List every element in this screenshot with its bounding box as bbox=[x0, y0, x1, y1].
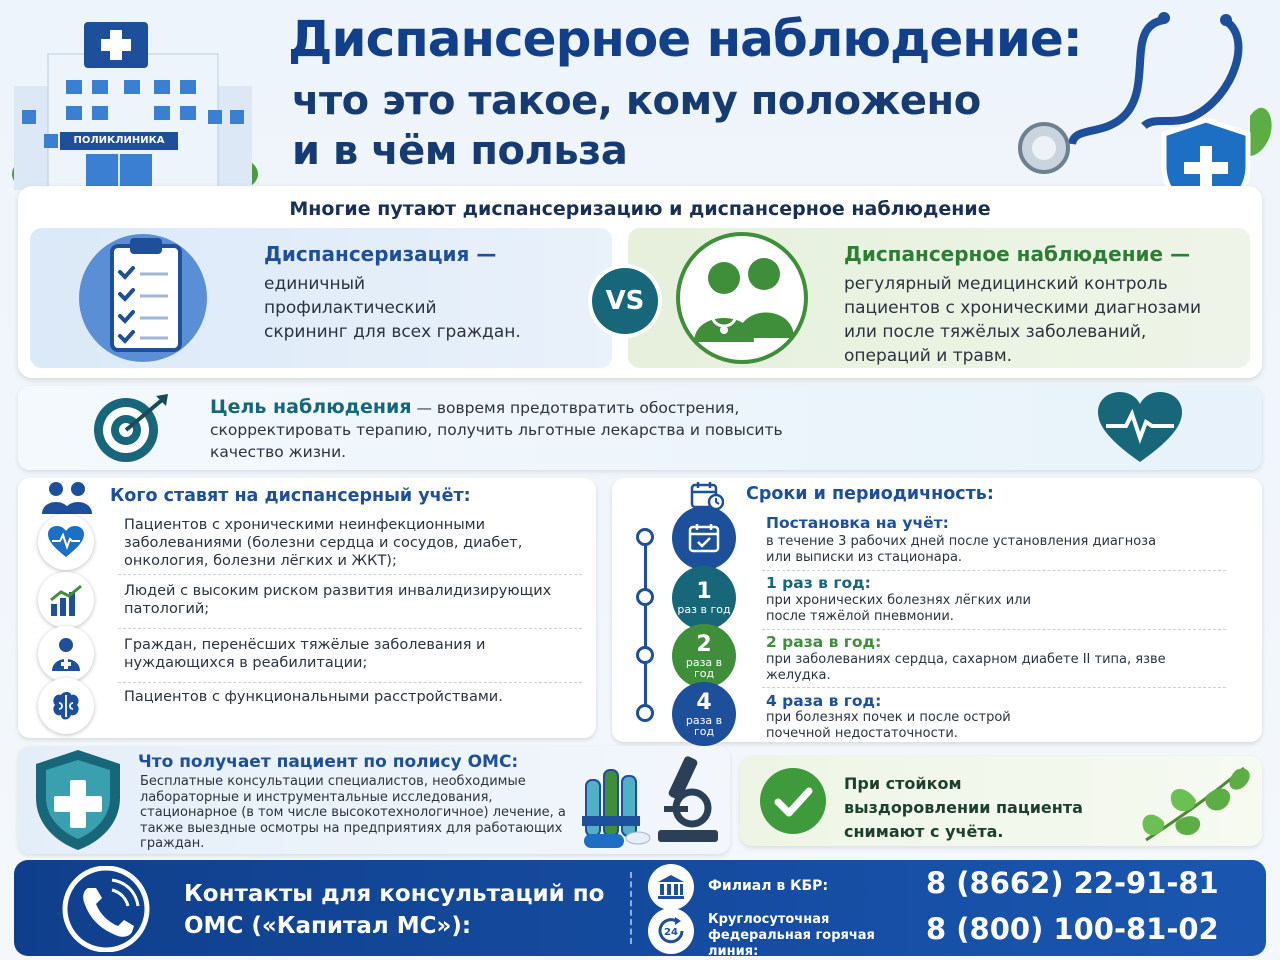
divider bbox=[630, 872, 632, 944]
building-icon bbox=[648, 864, 694, 910]
who-title: Кого ставят на диспансерный учёт: bbox=[110, 486, 471, 506]
schedule-text-4: при болезнях почек и после острой почечной недостаточности. bbox=[766, 710, 1011, 741]
who-item-2: Людей с высоким риском развития инвалидизирующих патологий; bbox=[124, 583, 552, 617]
recovery-card bbox=[740, 756, 1262, 846]
who-item-1: Пациентов с хроническими неинфекционными заболеваниями (болезни сердца и сосудов, диабет, онкология, болезни лёгких и ЖКТ); bbox=[124, 517, 523, 569]
doctor-patient-icon bbox=[674, 230, 810, 366]
page-title: Диспансерное наблюдение: bbox=[288, 10, 1082, 68]
divider bbox=[762, 629, 1226, 630]
hospital-sign: ПОЛИКЛИНИКА bbox=[73, 135, 165, 146]
divider bbox=[762, 687, 1226, 688]
oms-title: Что получает пациент по полису ОМС: bbox=[138, 752, 519, 772]
timeline-dot bbox=[636, 646, 654, 664]
timeline-dot bbox=[636, 588, 654, 606]
hotline-label: Круглосуточная федеральная горячая линия: bbox=[708, 912, 875, 959]
schedule-card bbox=[612, 478, 1262, 742]
goal-description: — вовремя предотвратить обострения, скорректировать терапию, получить льготные лекарства и повысить качество жизни. bbox=[210, 399, 783, 461]
clipboard-checklist-icon bbox=[68, 232, 218, 364]
goal-text bbox=[210, 396, 830, 463]
schedule-heading-1: Постановка на учёт: bbox=[766, 514, 949, 532]
divider bbox=[762, 570, 1226, 571]
registration-calendar-icon bbox=[672, 506, 736, 570]
divider bbox=[118, 574, 582, 575]
schedule-heading-4: 4 раза в год: bbox=[766, 692, 882, 710]
observation-panel bbox=[628, 228, 1250, 368]
hotline-phone[interactable]: 8 (800) 100-81-02 bbox=[926, 912, 1219, 946]
contacts-title: Контакты для консультаций по ОМС («Капитал МС»): bbox=[184, 881, 605, 939]
schedule-text-3: при заболеваниях сердца, сахарном диабете II типа, язве желудка. bbox=[766, 652, 1166, 683]
goal-term: Цель наблюдения bbox=[210, 396, 412, 418]
heart-pulse-icon bbox=[1096, 392, 1184, 464]
schedule-heading-2: 1 раз в год: bbox=[766, 574, 871, 592]
oms-card bbox=[18, 746, 730, 854]
chart-growth-icon bbox=[38, 572, 94, 628]
schedule-title: Сроки и периодичность: bbox=[746, 484, 994, 504]
lab-microscope-icon bbox=[580, 750, 726, 850]
dispanserization-panel bbox=[30, 228, 612, 368]
who-item-4: Пациентов с функциональными расстройствами. bbox=[124, 689, 503, 705]
vs-badge: VS bbox=[592, 268, 658, 334]
frequency-badge-4: 4 раза в год bbox=[672, 682, 736, 746]
schedule-text-2: при хронических болезнях лёгких или после тяжёлой пневмонии. bbox=[766, 593, 1031, 624]
timeline-dot bbox=[636, 704, 654, 722]
schedule-heading-3: 2 раза в год: bbox=[766, 633, 882, 651]
heart-pulse-icon bbox=[38, 514, 94, 570]
frequency-badge-2: 2 раза в год bbox=[672, 624, 736, 688]
who-item-3: Граждан, перенёсших тяжёлые заболевания и нуждающихся в реабилитации; bbox=[124, 637, 486, 671]
observation-term: Диспансерное наблюдение — bbox=[844, 242, 1191, 266]
who-card bbox=[18, 478, 596, 738]
rehab-icon bbox=[38, 626, 94, 682]
comparison-card bbox=[18, 186, 1262, 378]
target-icon bbox=[88, 392, 172, 464]
branch-label: Филиал в КБР: bbox=[708, 878, 829, 894]
comparison-heading: Многие путают диспансеризацию и диспансерное наблюдение bbox=[289, 198, 991, 220]
goal-card bbox=[18, 386, 1262, 470]
dispanserization-term: Диспансеризация — bbox=[264, 242, 497, 266]
divider bbox=[118, 628, 582, 629]
branch-phone[interactable]: 8 (8662) 22-91-81 bbox=[926, 866, 1219, 900]
schedule-text-1: в течение 3 рабочих дней после установления диагноза или выписки из стационара. bbox=[766, 534, 1157, 565]
shield-cross-icon bbox=[32, 748, 124, 852]
timeline-line bbox=[644, 536, 647, 712]
recovery-text: При стойком выздоровлении пациента снимают с учёта. bbox=[844, 774, 1083, 841]
page-subtitle-line-2: и в чём польза bbox=[292, 128, 628, 174]
dispanserization-description: единичный профилактический скрининг для всех граждан. bbox=[264, 274, 521, 342]
checkmark-icon bbox=[758, 766, 828, 836]
divider bbox=[118, 682, 582, 683]
hospital-illustration bbox=[8, 14, 258, 190]
page-subtitle-line-1: что это такое, кому положено bbox=[292, 78, 981, 124]
leaves-icon bbox=[1136, 760, 1256, 844]
frequency-badge-1: 1 раз в год bbox=[672, 566, 736, 630]
brain-icon bbox=[38, 678, 94, 734]
clock-24-icon bbox=[648, 908, 694, 954]
observation-description: регулярный медицинский контроль пациентов с хроническими диагнозами или после тяжёлых заболеваний, операций и травм. bbox=[844, 274, 1202, 366]
contacts-footer bbox=[14, 860, 1266, 959]
phone-icon bbox=[50, 866, 162, 952]
timeline-dot bbox=[636, 528, 654, 546]
svg-text:24: 24 bbox=[664, 927, 678, 938]
people-group-icon bbox=[42, 480, 92, 514]
oms-text: Бесплатные консультации специалистов, необходимые лабораторные и инструментальные исследования, стационарное (в том числе высокотехнологичное) лечение, а также выездные осмотры на предприятиях для работающих граждан. bbox=[140, 774, 566, 851]
